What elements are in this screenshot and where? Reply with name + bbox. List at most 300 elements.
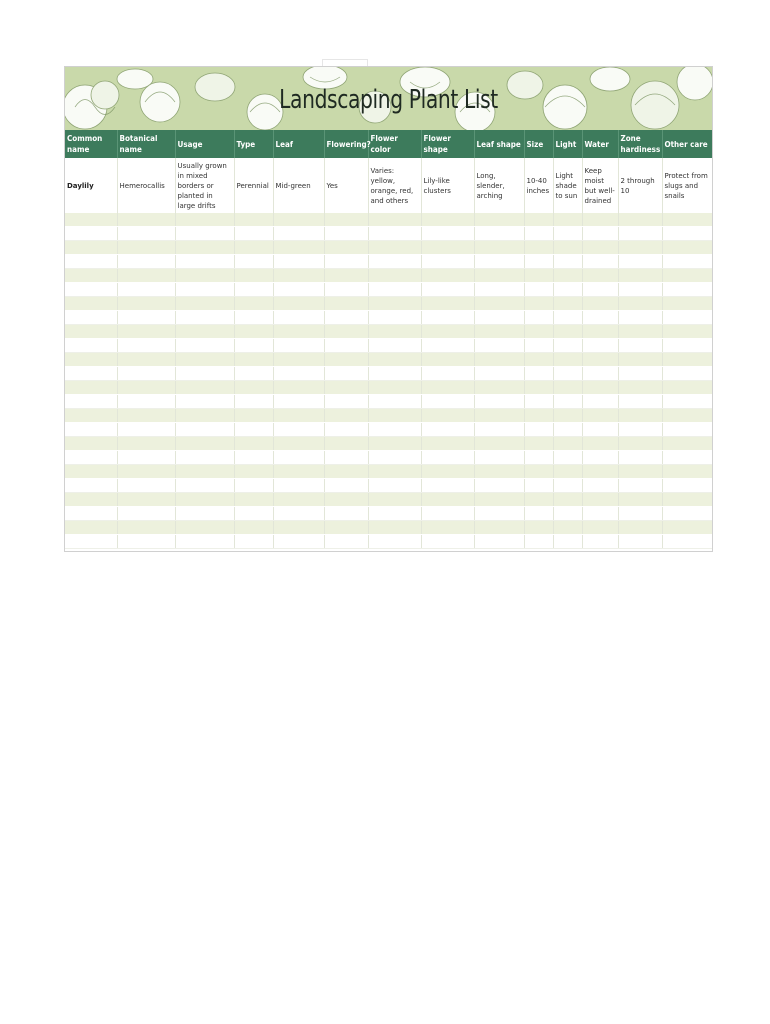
table-cell[interactable]	[474, 353, 524, 367]
table-cell[interactable]	[175, 269, 234, 283]
table-cell[interactable]	[474, 227, 524, 241]
table-cell[interactable]	[234, 325, 273, 339]
table-cell[interactable]	[524, 367, 553, 381]
table-cell[interactable]	[65, 339, 117, 353]
table-cell[interactable]	[553, 507, 582, 521]
table-cell[interactable]	[324, 311, 368, 325]
table-cell[interactable]	[553, 493, 582, 507]
table-cell[interactable]	[474, 213, 524, 227]
table-cell[interactable]	[175, 297, 234, 311]
table-cell[interactable]	[368, 451, 421, 465]
table-cell[interactable]	[618, 465, 662, 479]
table-cell[interactable]	[65, 283, 117, 297]
table-cell[interactable]	[582, 507, 618, 521]
table-cell[interactable]	[582, 493, 618, 507]
table-cell[interactable]	[234, 479, 273, 493]
table-cell[interactable]: Varies: yellow, orange, red, and others	[368, 158, 421, 213]
table-cell[interactable]	[421, 297, 474, 311]
table-cell[interactable]: Protect from slugs and snails	[662, 158, 712, 213]
table-cell[interactable]	[65, 227, 117, 241]
table-cell[interactable]	[618, 493, 662, 507]
table-cell[interactable]	[273, 255, 324, 269]
table-cell[interactable]	[368, 241, 421, 255]
table-cell[interactable]	[368, 395, 421, 409]
table-cell[interactable]	[524, 507, 553, 521]
table-cell[interactable]	[421, 493, 474, 507]
table-cell[interactable]	[662, 353, 712, 367]
table-cell[interactable]	[368, 423, 421, 437]
table-cell[interactable]	[324, 535, 368, 549]
table-cell[interactable]	[524, 451, 553, 465]
table-cell[interactable]	[553, 437, 582, 451]
table-cell[interactable]	[65, 451, 117, 465]
table-cell[interactable]	[368, 493, 421, 507]
table-cell[interactable]	[524, 325, 553, 339]
table-cell[interactable]	[65, 255, 117, 269]
table-cell[interactable]	[582, 353, 618, 367]
table-cell[interactable]: Perennial	[234, 158, 273, 213]
table-cell[interactable]	[618, 353, 662, 367]
table-cell[interactable]	[175, 521, 234, 535]
table-cell[interactable]	[662, 241, 712, 255]
table-cell[interactable]	[117, 381, 175, 395]
table-cell[interactable]	[65, 269, 117, 283]
table-cell[interactable]	[65, 535, 117, 549]
table-cell[interactable]	[175, 507, 234, 521]
col-usage[interactable]: Usage	[175, 130, 234, 158]
table-cell[interactable]	[368, 465, 421, 479]
table-cell[interactable]	[421, 521, 474, 535]
table-cell[interactable]	[175, 339, 234, 353]
table-cell[interactable]	[368, 507, 421, 521]
table-cell[interactable]	[421, 325, 474, 339]
table-cell[interactable]	[368, 283, 421, 297]
table-cell[interactable]	[474, 493, 524, 507]
table-cell[interactable]	[117, 451, 175, 465]
table-cell[interactable]	[662, 381, 712, 395]
table-cell[interactable]	[273, 367, 324, 381]
table-cell[interactable]	[234, 535, 273, 549]
table-cell[interactable]	[175, 409, 234, 423]
table-cell[interactable]: Mid-green	[273, 158, 324, 213]
table-cell[interactable]	[553, 297, 582, 311]
table-cell[interactable]	[368, 339, 421, 353]
table-cell[interactable]	[273, 339, 324, 353]
table-cell[interactable]	[524, 395, 553, 409]
table-cell[interactable]	[273, 297, 324, 311]
table-cell[interactable]	[582, 521, 618, 535]
table-cell[interactable]	[582, 367, 618, 381]
table-cell[interactable]	[273, 521, 324, 535]
table-cell[interactable]	[65, 367, 117, 381]
table-cell[interactable]	[553, 283, 582, 297]
table-cell[interactable]	[474, 535, 524, 549]
table-cell[interactable]	[117, 339, 175, 353]
table-cell[interactable]	[273, 409, 324, 423]
table-cell[interactable]	[234, 311, 273, 325]
table-cell[interactable]	[662, 297, 712, 311]
table-cell[interactable]	[234, 367, 273, 381]
table-cell[interactable]	[582, 213, 618, 227]
table-cell[interactable]	[175, 325, 234, 339]
table-cell[interactable]	[421, 367, 474, 381]
table-cell[interactable]	[582, 283, 618, 297]
table-cell[interactable]	[582, 325, 618, 339]
table-cell[interactable]	[553, 213, 582, 227]
table-cell[interactable]	[553, 535, 582, 549]
table-cell[interactable]	[582, 241, 618, 255]
table-cell[interactable]	[273, 283, 324, 297]
table-cell[interactable]	[234, 381, 273, 395]
table-cell[interactable]	[582, 297, 618, 311]
table-cell[interactable]	[421, 227, 474, 241]
table-cell[interactable]	[662, 437, 712, 451]
table-cell[interactable]	[553, 479, 582, 493]
table-cell[interactable]	[662, 283, 712, 297]
table-cell[interactable]	[273, 353, 324, 367]
table-cell[interactable]	[324, 437, 368, 451]
table-cell[interactable]	[273, 423, 324, 437]
table-cell[interactable]	[524, 269, 553, 283]
table-cell[interactable]	[234, 227, 273, 241]
table-cell[interactable]	[524, 227, 553, 241]
table-cell[interactable]	[524, 283, 553, 297]
table-cell[interactable]	[65, 493, 117, 507]
table-cell[interactable]	[524, 465, 553, 479]
table-cell[interactable]	[324, 479, 368, 493]
table-cell[interactable]	[421, 213, 474, 227]
table-cell[interactable]	[553, 269, 582, 283]
table-cell[interactable]	[524, 297, 553, 311]
table-cell[interactable]	[474, 283, 524, 297]
table-cell[interactable]	[421, 465, 474, 479]
table-cell[interactable]	[421, 255, 474, 269]
table-cell[interactable]	[524, 311, 553, 325]
table-cell[interactable]	[368, 479, 421, 493]
table-cell[interactable]	[117, 521, 175, 535]
table-cell[interactable]	[553, 367, 582, 381]
table-cell[interactable]	[117, 227, 175, 241]
table-cell[interactable]	[117, 297, 175, 311]
table-cell[interactable]	[368, 521, 421, 535]
table-cell[interactable]	[421, 311, 474, 325]
table-cell[interactable]	[524, 521, 553, 535]
table-cell[interactable]	[175, 493, 234, 507]
table-cell[interactable]	[117, 255, 175, 269]
table-cell[interactable]	[65, 213, 117, 227]
table-cell[interactable]	[117, 241, 175, 255]
table-cell[interactable]	[474, 423, 524, 437]
table-cell[interactable]	[474, 325, 524, 339]
table-cell[interactable]	[582, 311, 618, 325]
table-cell[interactable]	[117, 535, 175, 549]
table-cell[interactable]	[582, 395, 618, 409]
table-cell[interactable]	[65, 409, 117, 423]
table-cell[interactable]	[553, 395, 582, 409]
table-cell[interactable]	[474, 409, 524, 423]
table-cell[interactable]	[421, 283, 474, 297]
table-cell[interactable]	[175, 535, 234, 549]
table-cell[interactable]	[662, 367, 712, 381]
table-cell[interactable]	[175, 227, 234, 241]
table-cell[interactable]	[662, 479, 712, 493]
table-cell[interactable]	[368, 381, 421, 395]
col-leaf-shape[interactable]: Leaf shape	[474, 130, 524, 158]
table-cell[interactable]	[368, 213, 421, 227]
table-cell[interactable]	[474, 311, 524, 325]
table-cell[interactable]	[662, 423, 712, 437]
table-cell[interactable]	[582, 339, 618, 353]
table-cell[interactable]	[582, 255, 618, 269]
table-cell[interactable]: 2 through 10	[618, 158, 662, 213]
table-cell[interactable]	[324, 381, 368, 395]
table-cell[interactable]: Keep moist but well-drained	[582, 158, 618, 213]
table-cell[interactable]	[234, 521, 273, 535]
table-cell[interactable]	[421, 353, 474, 367]
table-cell[interactable]	[618, 437, 662, 451]
table-cell[interactable]	[65, 395, 117, 409]
table-cell[interactable]	[324, 325, 368, 339]
table-cell[interactable]: Lily-like clusters	[421, 158, 474, 213]
table-cell[interactable]	[524, 437, 553, 451]
table-cell[interactable]	[368, 409, 421, 423]
table-cell[interactable]	[324, 493, 368, 507]
table-cell[interactable]	[117, 395, 175, 409]
table-cell[interactable]	[368, 255, 421, 269]
table-cell[interactable]	[662, 507, 712, 521]
table-cell[interactable]	[324, 395, 368, 409]
col-botanical-name[interactable]: Botanical name	[117, 130, 175, 158]
table-cell[interactable]	[368, 227, 421, 241]
table-cell[interactable]	[65, 507, 117, 521]
table-cell[interactable]	[273, 479, 324, 493]
table-cell[interactable]	[553, 353, 582, 367]
table-cell[interactable]	[324, 521, 368, 535]
table-cell[interactable]	[474, 479, 524, 493]
table-cell[interactable]	[618, 367, 662, 381]
table-cell[interactable]	[273, 395, 324, 409]
table-cell[interactable]	[175, 311, 234, 325]
table-cell[interactable]	[273, 269, 324, 283]
table-cell[interactable]	[234, 395, 273, 409]
table-cell[interactable]	[175, 395, 234, 409]
table-cell[interactable]	[324, 423, 368, 437]
table-cell[interactable]	[618, 283, 662, 297]
table-cell[interactable]	[175, 479, 234, 493]
table-cell[interactable]	[273, 381, 324, 395]
table-cell[interactable]	[524, 493, 553, 507]
table-cell[interactable]	[324, 269, 368, 283]
table-cell[interactable]	[234, 339, 273, 353]
table-cell[interactable]	[421, 395, 474, 409]
table-cell[interactable]	[474, 437, 524, 451]
table-cell[interactable]	[234, 451, 273, 465]
table-cell[interactable]	[273, 227, 324, 241]
table-cell[interactable]	[324, 255, 368, 269]
table-cell[interactable]	[553, 227, 582, 241]
table-cell[interactable]	[368, 353, 421, 367]
table-cell[interactable]	[324, 465, 368, 479]
table-cell[interactable]	[117, 423, 175, 437]
table-cell[interactable]	[234, 507, 273, 521]
table-cell[interactable]	[234, 465, 273, 479]
table-cell[interactable]	[117, 437, 175, 451]
table-cell[interactable]	[324, 241, 368, 255]
table-cell[interactable]	[273, 213, 324, 227]
table-cell[interactable]	[421, 535, 474, 549]
table-cell[interactable]	[117, 507, 175, 521]
table-cell[interactable]	[273, 437, 324, 451]
table-cell[interactable]	[662, 325, 712, 339]
table-cell[interactable]	[662, 213, 712, 227]
table-cell[interactable]	[117, 311, 175, 325]
col-type[interactable]: Type	[234, 130, 273, 158]
table-cell[interactable]	[65, 423, 117, 437]
table-cell[interactable]	[324, 409, 368, 423]
col-size[interactable]: Size	[524, 130, 553, 158]
table-cell[interactable]	[421, 437, 474, 451]
table-cell[interactable]	[175, 423, 234, 437]
table-cell[interactable]	[524, 213, 553, 227]
table-cell[interactable]	[273, 325, 324, 339]
table-cell[interactable]	[618, 451, 662, 465]
table-cell[interactable]	[662, 395, 712, 409]
table-cell[interactable]	[618, 269, 662, 283]
table-cell[interactable]	[662, 409, 712, 423]
table-cell[interactable]	[117, 353, 175, 367]
table-cell[interactable]	[324, 367, 368, 381]
table-cell[interactable]	[618, 381, 662, 395]
table-cell[interactable]	[175, 451, 234, 465]
table-cell[interactable]	[273, 465, 324, 479]
table-cell[interactable]	[582, 535, 618, 549]
table-cell[interactable]	[582, 409, 618, 423]
table-cell[interactable]	[273, 493, 324, 507]
table-cell[interactable]	[618, 255, 662, 269]
table-cell[interactable]	[175, 283, 234, 297]
table-cell[interactable]	[618, 507, 662, 521]
table-cell[interactable]	[175, 241, 234, 255]
table-cell[interactable]	[474, 367, 524, 381]
table-cell[interactable]	[368, 297, 421, 311]
table-cell[interactable]	[662, 227, 712, 241]
col-water[interactable]: Water	[582, 130, 618, 158]
table-cell[interactable]	[582, 479, 618, 493]
table-cell[interactable]	[662, 269, 712, 283]
table-cell[interactable]	[582, 423, 618, 437]
table-cell[interactable]	[474, 297, 524, 311]
table-cell[interactable]	[117, 479, 175, 493]
table-cell[interactable]: Light shade to sun	[553, 158, 582, 213]
table-cell[interactable]	[582, 227, 618, 241]
table-cell[interactable]	[662, 521, 712, 535]
table-cell[interactable]	[524, 423, 553, 437]
table-cell[interactable]	[474, 241, 524, 255]
table-cell[interactable]	[117, 283, 175, 297]
table-cell[interactable]	[553, 255, 582, 269]
table-cell[interactable]	[553, 339, 582, 353]
table-cell[interactable]	[324, 283, 368, 297]
table-cell[interactable]	[553, 465, 582, 479]
table-cell[interactable]	[117, 409, 175, 423]
table-cell[interactable]	[234, 297, 273, 311]
table-cell[interactable]	[368, 535, 421, 549]
table-cell[interactable]	[474, 395, 524, 409]
table-cell[interactable]	[618, 325, 662, 339]
table-cell[interactable]	[324, 507, 368, 521]
table-cell[interactable]	[524, 353, 553, 367]
table-cell[interactable]	[618, 535, 662, 549]
table-cell[interactable]	[175, 367, 234, 381]
table-cell[interactable]	[175, 465, 234, 479]
table-cell[interactable]: 10-40 inches	[524, 158, 553, 213]
table-cell[interactable]	[618, 423, 662, 437]
table-cell[interactable]	[618, 241, 662, 255]
table-cell[interactable]	[582, 437, 618, 451]
table-cell[interactable]	[234, 353, 273, 367]
table-cell[interactable]	[273, 451, 324, 465]
table-cell[interactable]	[474, 465, 524, 479]
table-cell[interactable]	[662, 535, 712, 549]
table-cell[interactable]	[175, 213, 234, 227]
table-cell[interactable]	[324, 353, 368, 367]
table-cell[interactable]	[553, 381, 582, 395]
table-cell[interactable]	[474, 381, 524, 395]
table-cell[interactable]: Yes	[324, 158, 368, 213]
table-cell[interactable]	[234, 241, 273, 255]
table-cell[interactable]	[234, 213, 273, 227]
table-cell[interactable]	[662, 339, 712, 353]
table-cell[interactable]	[234, 409, 273, 423]
table-cell[interactable]	[368, 269, 421, 283]
table-cell[interactable]	[618, 339, 662, 353]
table-cell[interactable]	[524, 339, 553, 353]
table-cell[interactable]	[524, 381, 553, 395]
table-cell[interactable]: Usually grown in mixed borders or planted in large drifts	[175, 158, 234, 213]
col-light[interactable]: Light	[553, 130, 582, 158]
table-cell[interactable]	[273, 507, 324, 521]
table-cell[interactable]	[618, 213, 662, 227]
table-cell[interactable]	[324, 339, 368, 353]
table-cell[interactable]	[553, 311, 582, 325]
table-cell[interactable]	[618, 227, 662, 241]
table-cell[interactable]	[421, 507, 474, 521]
table-cell[interactable]	[553, 521, 582, 535]
table-cell[interactable]	[234, 269, 273, 283]
table-cell[interactable]	[524, 409, 553, 423]
table-cell[interactable]	[65, 353, 117, 367]
table-cell[interactable]	[421, 423, 474, 437]
table-cell[interactable]	[65, 437, 117, 451]
col-common-name[interactable]: Common name	[65, 130, 117, 158]
table-cell[interactable]	[474, 339, 524, 353]
table-cell[interactable]	[524, 479, 553, 493]
table-cell[interactable]	[324, 227, 368, 241]
table-cell[interactable]	[234, 493, 273, 507]
table-cell[interactable]	[524, 255, 553, 269]
table-cell[interactable]: Hemerocallis	[117, 158, 175, 213]
table-cell[interactable]	[582, 269, 618, 283]
table-cell[interactable]	[421, 409, 474, 423]
table-cell[interactable]	[234, 255, 273, 269]
table-cell[interactable]	[324, 297, 368, 311]
table-cell[interactable]	[273, 311, 324, 325]
col-flower-shape[interactable]: Flower shape	[421, 130, 474, 158]
table-cell[interactable]	[553, 325, 582, 339]
table-cell[interactable]	[662, 493, 712, 507]
col-flowering[interactable]: Flowering?	[324, 130, 368, 158]
table-cell[interactable]	[117, 465, 175, 479]
